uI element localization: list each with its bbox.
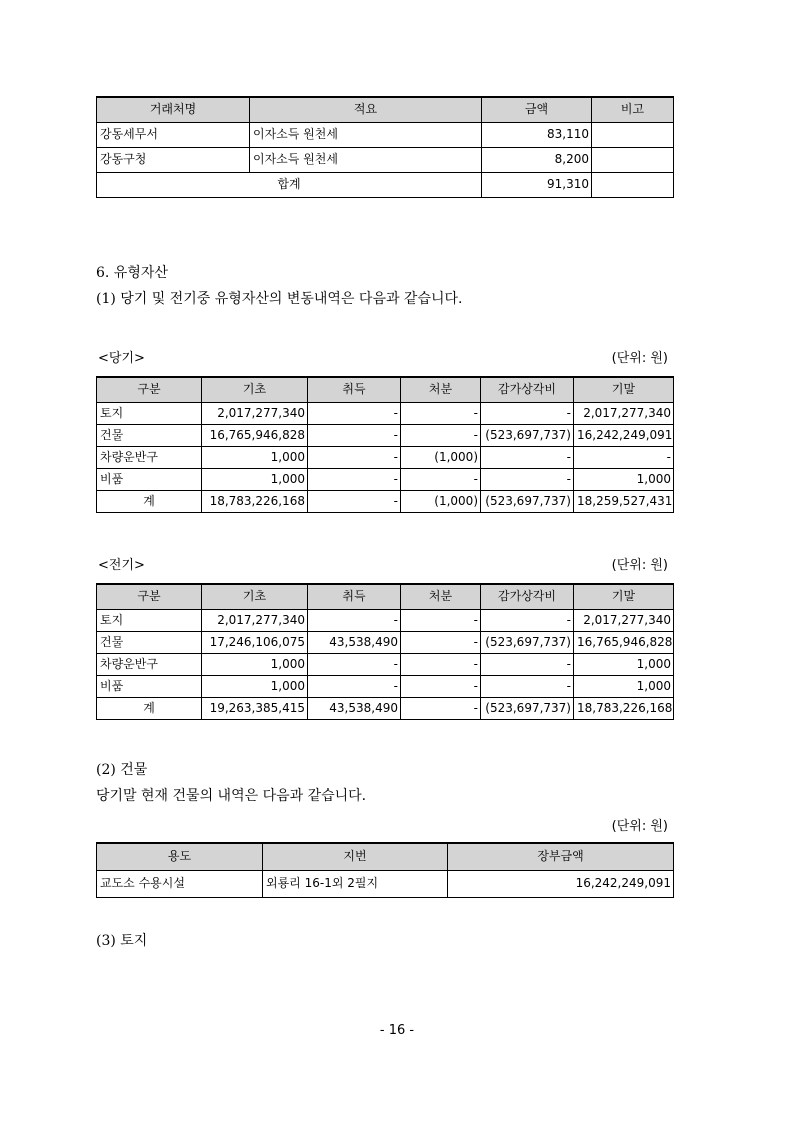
cell: 2,017,277,340	[202, 402, 308, 424]
table-row	[97, 653, 674, 675]
cell: -	[481, 653, 574, 675]
cell: -	[401, 402, 481, 424]
cell: 외룡리 16-1외 2필지	[263, 870, 448, 897]
table-row	[97, 609, 674, 631]
cell: 19,263,385,415	[202, 697, 308, 719]
cell: 16,765,946,828	[574, 631, 674, 653]
cell: -	[481, 609, 574, 631]
header-cell: 기말	[574, 584, 674, 609]
cell: 16,242,249,091	[448, 870, 674, 897]
cell: 강동구청	[97, 147, 250, 172]
cell	[592, 122, 674, 147]
cell: -	[401, 653, 481, 675]
cell: 강동세무서	[97, 122, 250, 147]
unit-label: (단위: 원)	[611, 351, 668, 366]
total-label: 합계	[97, 172, 482, 197]
table-row	[97, 870, 674, 897]
prior-period-table	[96, 583, 674, 720]
header-cell: 취득	[308, 584, 401, 609]
header-cell: 거래처명	[97, 97, 250, 122]
cell: 18,259,527,431	[574, 490, 674, 512]
unit-label: (단위: 원)	[611, 558, 668, 573]
cell: -	[401, 609, 481, 631]
cell: -	[401, 424, 481, 446]
total-amount: 91,310	[482, 172, 592, 197]
table-header-row	[97, 584, 674, 609]
total-row	[97, 490, 674, 512]
withholding-tax-table	[96, 96, 674, 198]
cell: 18,783,226,168	[202, 490, 308, 512]
cell: -	[308, 675, 401, 697]
cell: 건물	[97, 424, 202, 446]
cell: (523,697,737)	[481, 490, 574, 512]
page-number: - 16 -	[379, 1023, 415, 1038]
cell: 16,765,946,828	[202, 424, 308, 446]
table-row	[97, 675, 674, 697]
cell: 8,200	[482, 147, 592, 172]
cell: 2,017,277,340	[202, 609, 308, 631]
cell: -	[308, 609, 401, 631]
cell: -	[401, 468, 481, 490]
header-cell: 기초	[202, 377, 308, 402]
header-cell: 취득	[308, 377, 401, 402]
header-cell: 금액	[482, 97, 592, 122]
total-row	[97, 697, 674, 719]
cell: 건물	[97, 631, 202, 653]
cell	[592, 147, 674, 172]
building-title: (2) 건물	[96, 762, 148, 778]
cell: -	[308, 446, 401, 468]
table-row	[97, 147, 674, 172]
prior-period-label: <전기>	[98, 558, 145, 573]
header-cell: 적요	[250, 97, 482, 122]
cell: 교도소 수용시설	[97, 870, 263, 897]
cell: 1,000	[574, 468, 674, 490]
header-cell: 용도	[97, 843, 263, 870]
cell: -	[481, 468, 574, 490]
cell: -	[481, 402, 574, 424]
cell: 토지	[97, 609, 202, 631]
cell: -	[308, 424, 401, 446]
cell: 2,017,277,340	[574, 402, 674, 424]
total-row	[97, 172, 674, 197]
cell: 43,538,490	[308, 631, 401, 653]
cell: (523,697,737)	[481, 697, 574, 719]
cell: 이자소득 원천세	[250, 122, 482, 147]
cell: 83,110	[482, 122, 592, 147]
table-header-row	[97, 843, 674, 870]
cell: -	[574, 446, 674, 468]
table-row	[97, 122, 674, 147]
cell: -	[481, 446, 574, 468]
cell: 1,000	[202, 446, 308, 468]
cell: (1,000)	[401, 446, 481, 468]
table-row	[97, 446, 674, 468]
cell: 2,017,277,340	[574, 609, 674, 631]
section-subtitle: (1) 당기 및 전기중 유형자산의 변동내역은 다음과 같습니다.	[96, 291, 463, 307]
cell: 17,246,106,075	[202, 631, 308, 653]
cell: (523,697,737)	[481, 631, 574, 653]
cell: (523,697,737)	[481, 424, 574, 446]
cell: 18,783,226,168	[574, 697, 674, 719]
cell: -	[481, 675, 574, 697]
cell: -	[401, 697, 481, 719]
cell: 비품	[97, 468, 202, 490]
current-period-label: <당기>	[98, 351, 145, 366]
cell: (1,000)	[401, 490, 481, 512]
cell: -	[401, 631, 481, 653]
header-cell: 비고	[592, 97, 674, 122]
cell: -	[308, 402, 401, 424]
cell: 1,000	[202, 675, 308, 697]
cell: 비품	[97, 675, 202, 697]
cell: 1,000	[574, 653, 674, 675]
header-cell: 기말	[574, 377, 674, 402]
cell: 16,242,249,091	[574, 424, 674, 446]
header-cell: 감가상각비	[481, 377, 574, 402]
header-cell: 장부금액	[448, 843, 674, 870]
building-description: 당기말 현재 건물의 내역은 다음과 같습니다.	[96, 788, 367, 804]
header-cell: 지번	[263, 843, 448, 870]
land-title: (3) 토지	[96, 933, 148, 949]
cell: 1,000	[574, 675, 674, 697]
table-row	[97, 468, 674, 490]
cell: -	[308, 490, 401, 512]
cell: 계	[97, 697, 202, 719]
header-cell: 처분	[401, 377, 481, 402]
table-row	[97, 402, 674, 424]
header-cell: 기초	[202, 584, 308, 609]
cell: 차량운반구	[97, 446, 202, 468]
header-cell: 처분	[401, 584, 481, 609]
table-row	[97, 631, 674, 653]
table-header-row	[97, 377, 674, 402]
header-cell: 구분	[97, 584, 202, 609]
cell: 이자소득 원천세	[250, 147, 482, 172]
cell: 1,000	[202, 653, 308, 675]
cell: -	[401, 675, 481, 697]
cell: 43,538,490	[308, 697, 401, 719]
cell: 계	[97, 490, 202, 512]
cell: 차량운반구	[97, 653, 202, 675]
unit-label: (단위: 원)	[611, 819, 668, 834]
cell: -	[308, 468, 401, 490]
table-row	[97, 424, 674, 446]
building-table	[96, 842, 674, 898]
header-cell: 감가상각비	[481, 584, 574, 609]
cell: -	[308, 653, 401, 675]
current-period-table	[96, 376, 674, 513]
table-header-row	[97, 97, 674, 122]
section-title: 6. 유형자산	[96, 265, 168, 281]
cell: 토지	[97, 402, 202, 424]
header-cell: 구분	[97, 377, 202, 402]
cell: 1,000	[202, 468, 308, 490]
total-note	[592, 172, 674, 197]
